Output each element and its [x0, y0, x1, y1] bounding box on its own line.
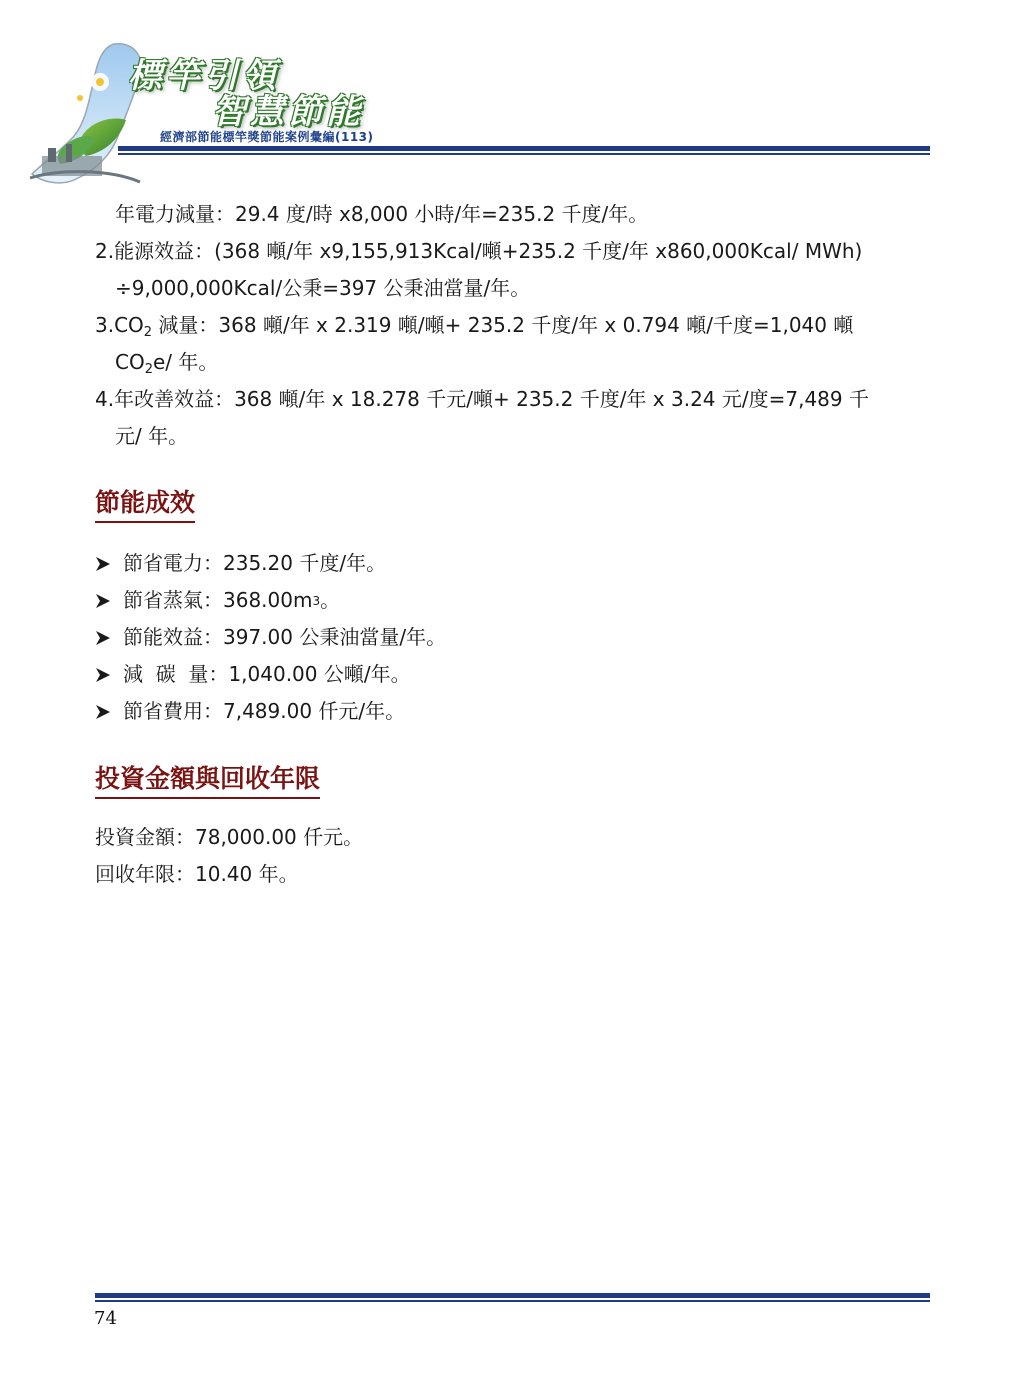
- calc-line: ÷9,000,000Kcal/公秉=397 公秉油當量/年。: [115, 276, 531, 300]
- item-label: 節能效益: [123, 625, 203, 649]
- header-rule-thin: [118, 153, 930, 155]
- item-separator: ：: [203, 588, 223, 612]
- footer-rule: [95, 1293, 930, 1298]
- item-label: 減 碳 量: [123, 662, 209, 686]
- header-subtitle: 經濟部節能標竿獎節能案例彙編(113): [160, 130, 374, 144]
- item-separator: ：: [203, 551, 223, 575]
- calc-text: 3.CO: [95, 313, 144, 337]
- arrow-bullet-icon: [95, 630, 111, 646]
- arrow-bullet-icon: [95, 593, 111, 609]
- item-separator: ：: [203, 699, 223, 723]
- section-heading-investment: 投資金額與回收年限: [95, 764, 320, 799]
- item-value: 235.20 千度/年。: [223, 551, 387, 575]
- subscript: 2: [144, 362, 153, 377]
- calc-line: 2.能源效益：(368 噸/年 x9,155,913Kcal/噸+235.2 千度/年 x860,000Kcal/ MWh): [95, 239, 863, 263]
- list-item: [95, 693, 446, 730]
- calc-text: CO: [115, 350, 145, 374]
- calc-line: [95, 344, 925, 381]
- arrow-bullet-icon: [95, 556, 111, 572]
- savings-list: [95, 545, 446, 730]
- item-label: 節省電力: [123, 551, 203, 575]
- page-number: 74: [94, 1308, 117, 1329]
- item-value: 7,489.00 仟元/年。: [223, 699, 406, 723]
- calc-line: [95, 307, 925, 344]
- brand-title-line1: 標竿引領: [128, 56, 280, 96]
- item-label: 節省費用: [123, 699, 203, 723]
- payback-period: 回收年限：10.40 年。: [95, 862, 299, 886]
- section-heading-savings: 節能成效: [95, 488, 195, 523]
- item-value-suffix: 。: [320, 588, 341, 612]
- footer-rule-thin: [95, 1300, 930, 1302]
- item-value: 397.00 公秉油當量/年。: [223, 625, 447, 649]
- arrow-bullet-icon: [95, 667, 111, 683]
- investment-amount: 投資金額：78,000.00 仟元。: [95, 825, 364, 849]
- page-header: [0, 0, 1024, 190]
- calc-line: 4.年改善效益：368 噸/年 x 18.278 千元/噸+ 235.2 千度/年 x 3.24 元/度=7,489 千: [95, 387, 869, 411]
- header-rule: [118, 146, 930, 151]
- calc-line: 元/ 年。: [115, 424, 189, 448]
- item-value: 1,040.00 公噸/年。: [228, 662, 411, 686]
- calc-text: 減量：368 噸/年 x 2.319 噸/噸+ 235.2 千度/年 x 0.794 噸/千度=1,040 噸: [152, 313, 854, 337]
- list-item: [95, 545, 446, 582]
- list-item: [95, 619, 446, 656]
- arrow-bullet-icon: [95, 704, 111, 720]
- brand-title-line2: 智慧節能: [212, 92, 364, 132]
- subscript: 2: [143, 325, 153, 340]
- item-value: 368.00m: [223, 588, 313, 612]
- item-separator: ：: [203, 625, 223, 649]
- item-separator: ：: [208, 662, 229, 686]
- item-label: 節省蒸氣: [123, 588, 203, 612]
- calc-line: 年電力減量：29.4 度/時 x8,000 小時/年=235.2 千度/年。: [115, 202, 649, 226]
- list-item: 節省蒸氣 ： 368.00m 3 。: [95, 582, 446, 619]
- list-item: [95, 656, 446, 693]
- calc-text: e/ 年。: [153, 350, 219, 374]
- calculation-block: [95, 196, 925, 455]
- investment-block: [95, 819, 363, 893]
